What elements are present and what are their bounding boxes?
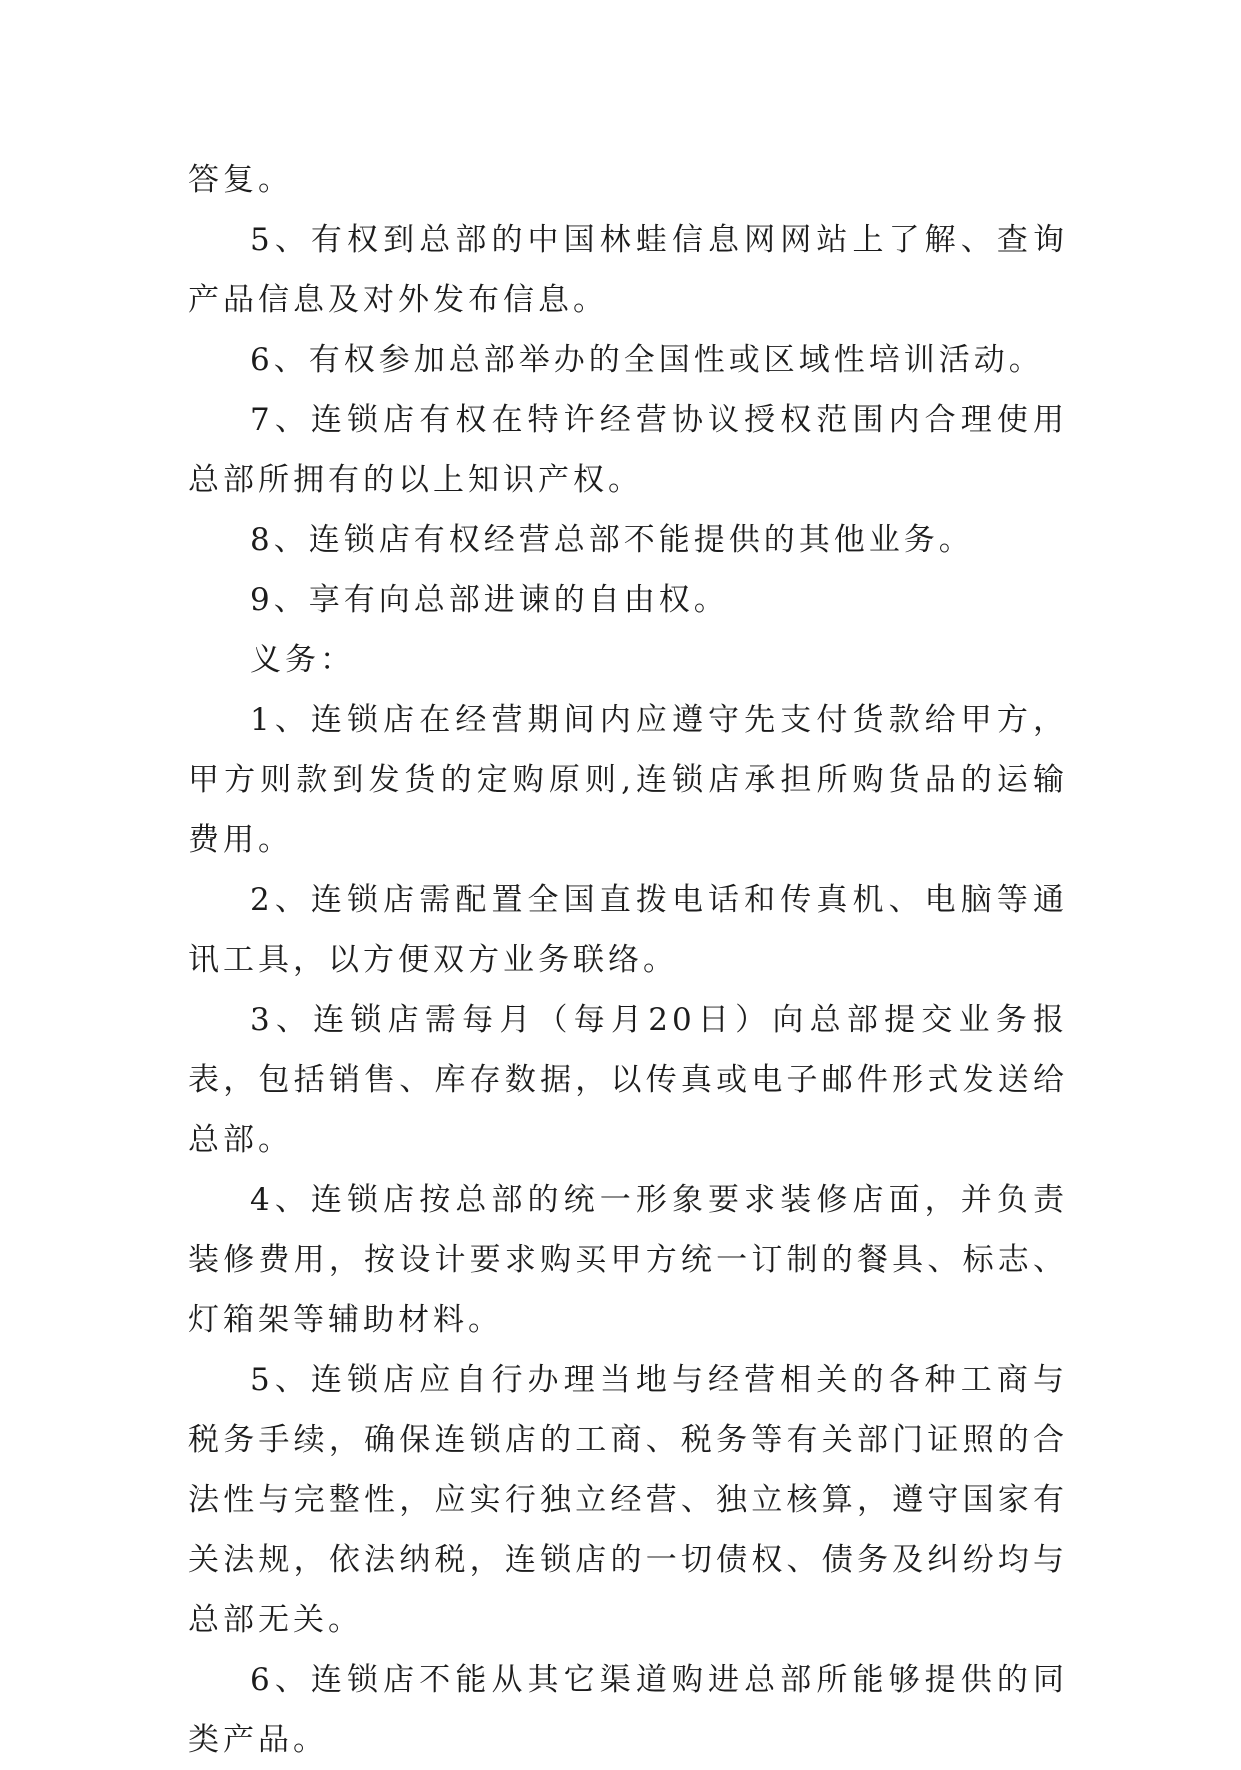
paragraph-right-7: 7、连锁店有权在特许经营协议授权范围内合理使用总部所拥有的以上知识产权。	[188, 402, 1068, 498]
paragraph-right-6: 6、有权参加总部举办的全国性或区域性培训活动。	[250, 342, 1044, 378]
paragraph-right-5: 5、有权到总部的中国林蛙信息网网站上了解、查询产品信息及对外发布信息。	[188, 222, 1068, 318]
paragraph-obligation-6: 6、连锁店不能从其它渠道购进总部所能够提供的同类产品。	[188, 1662, 1068, 1758]
paragraph-obligation-5: 5、连锁店应自行办理当地与经营相关的各种工商与税务手续，确保连锁店的工商、税务等有关部门证照的合法性与完整性，应实行独立经营、独立核算，遵守国家有关法规，依法纳税，连锁店的一切债权、债务及纠纷均与总部无关。	[188, 1362, 1068, 1638]
paragraph-obligation-3: 3、连锁店需每月（每月20日）向总部提交业务报表，包括销售、库存数据，以传真或电子邮件形式发送给总部。	[188, 1002, 1068, 1158]
document-body	[188, 150, 1068, 1770]
paragraph-reply-ending: 答复。	[188, 162, 293, 198]
paragraph-obligation-4: 4、连锁店按总部的统一形象要求装修店面，并负责装修费用，按设计要求购买甲方统一订制的餐具、标志、灯箱架等辅助材料。	[188, 1182, 1068, 1338]
paragraph-right-8: 8、连锁店有权经营总部不能提供的其他业务。	[250, 522, 974, 558]
section-heading-obligations: 义务：	[250, 642, 355, 678]
paragraph-obligation-2: 2、连锁店需配置全国直拨电话和传真机、电脑等通讯工具，以方便双方业务联络。	[188, 882, 1068, 978]
paragraph-right-9: 9、享有向总部进谏的自由权。	[250, 582, 729, 618]
paragraph-obligation-1: 1、连锁店在经营期间内应遵守先支付货款给甲方，甲方则款到发货的定购原则,连锁店承担所购货品的运输费用。	[188, 702, 1068, 858]
